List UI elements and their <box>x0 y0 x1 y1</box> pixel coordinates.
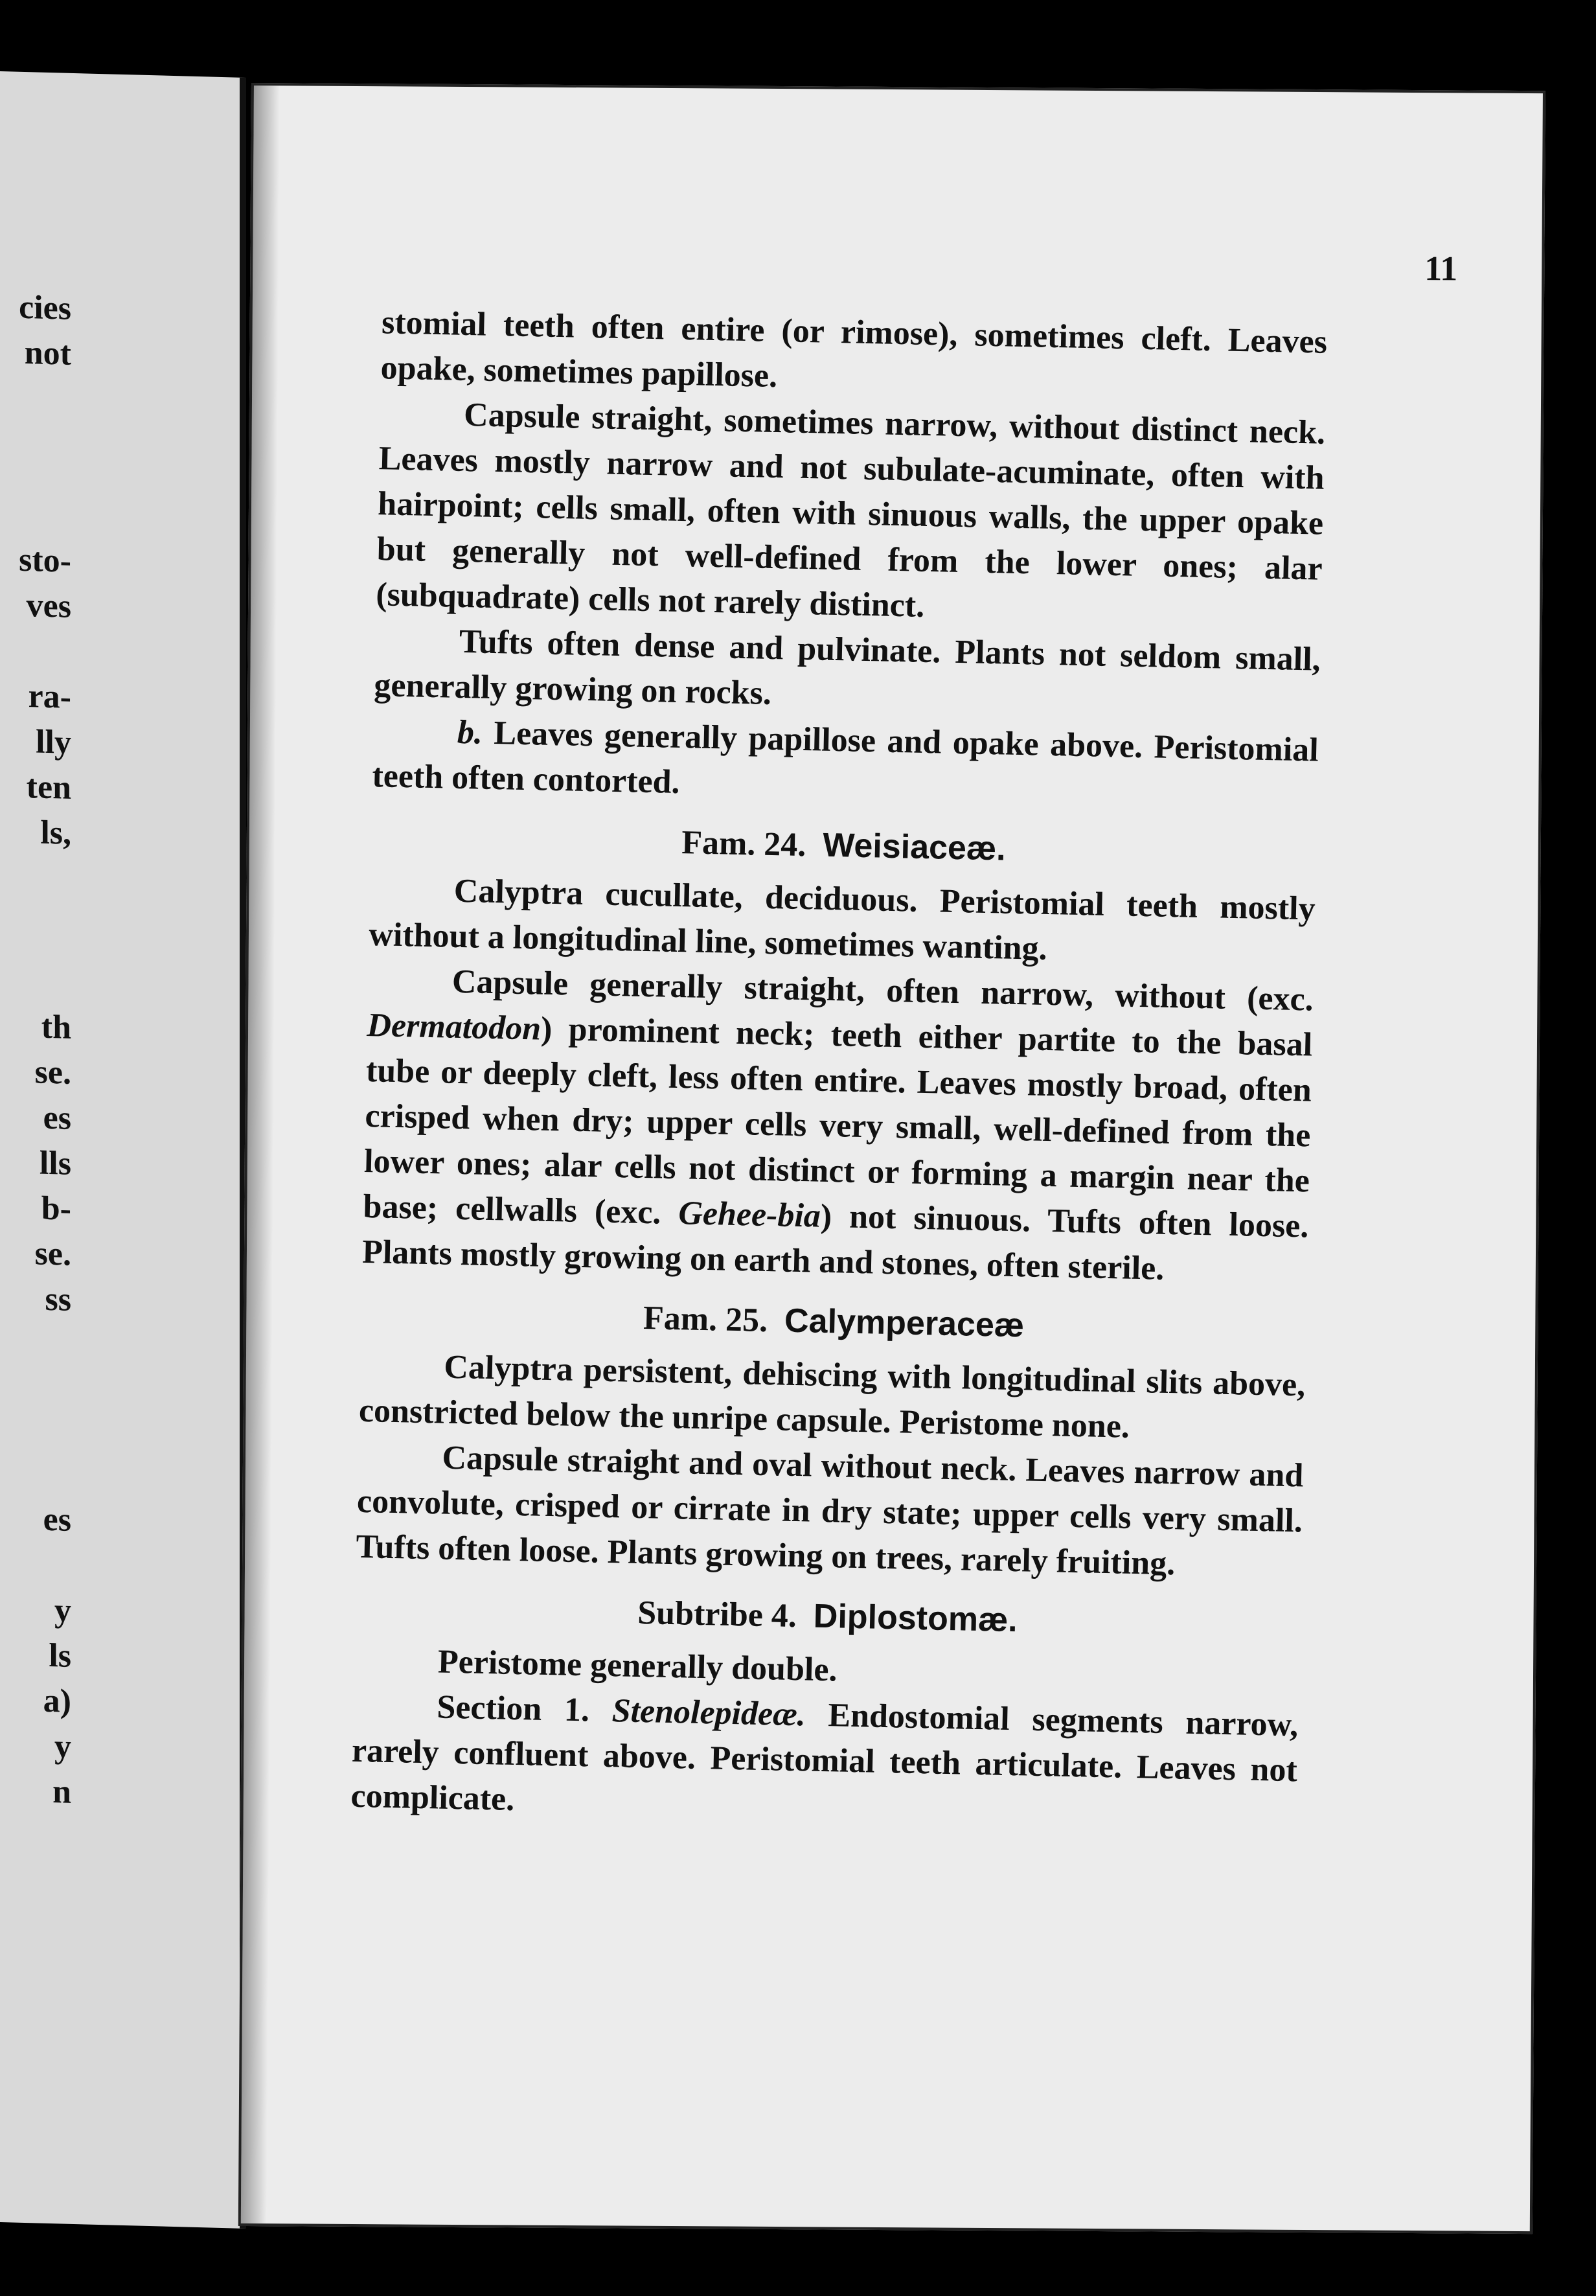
text-run: Tufts often dense and pulvinate. Plants not seldom small, generally growing on rocks. <box>373 623 1321 712</box>
text-run: Endostomial segments narrow, rarely confluent above. Peristomial teeth articulate. Leaves not complicate. <box>350 1696 1299 1819</box>
left-page-fragment: sto- <box>19 541 71 580</box>
text-run: Capsule straight, sometimes narrow, without distinct neck. Leaves mostly narrow and not subulate-acuminate, often with hairpoint; cells small, often with sinuous walls, the upper opake but generally not well-defined from the lower ones; alar (subquadrate) cells not rarely distinct. <box>375 396 1326 625</box>
left-page-fragment: not <box>24 334 71 373</box>
left-page-fragment: th <box>41 1008 71 1046</box>
left-page-fragment: a) <box>43 1682 71 1720</box>
left-page-fragment: se. <box>34 1235 71 1273</box>
left-page-fragment: n <box>52 1773 71 1811</box>
text-run: Section 1. <box>436 1688 613 1730</box>
heading-prefix: Fam. 25. <box>643 1300 768 1340</box>
italic-text: Stenolepideæ. <box>611 1692 806 1734</box>
left-page-fragment: ls <box>49 1636 71 1675</box>
heading-name: Diplostomæ. <box>813 1597 1018 1640</box>
heading-name: Weisiaceæ. <box>822 826 1007 868</box>
left-page-text-fragments <box>0 71 71 1811</box>
left-page-fragment: se. <box>34 1053 71 1092</box>
section-heading <box>370 813 1317 879</box>
left-page-fragment: ves <box>26 587 71 625</box>
paragraph <box>372 708 1319 819</box>
text-run: Capsule straight and oval without neck. Leaves narrow and convolute, crisped or cirrate in dry state; upper cells very small. Tufts often loose. Plants growing on trees, rarely fruiting. <box>356 1439 1304 1583</box>
text-run: ) not sinuous. Tufts often loose. Plants mostly growing on earth and stones, often sterile. <box>361 1197 1309 1287</box>
text-run: stomial teeth often entire (or rimose), sometimes cleft. Leaves opake, sometimes papillose. <box>380 304 1328 395</box>
left-page-fragment: lly <box>36 723 71 761</box>
left-page-fragment: ra- <box>28 678 71 716</box>
left-page-fragment: cies <box>19 288 71 327</box>
text-run: Capsule generally straight, often narrow, without (exc. <box>451 963 1314 1018</box>
text-run: Calyptra cucullate, deciduous. Peristomial teeth mostly without a longitudinal line, sometimes wanting. <box>368 872 1316 967</box>
left-page-fragment: ss <box>45 1280 71 1318</box>
left-page-fragment: y <box>54 1728 71 1765</box>
section-heading <box>360 1289 1306 1355</box>
page-number: 11 <box>1424 249 1458 288</box>
text-run: ) prominent neck; teeth either partite to the basal tube or deeply cleft, less often entire. Leaves mostly broad, often crisped when dry; upper cells very small, well-defined from the lower ones; alar cells not distinct or forming a margin near the base; cellwalls (exc. <box>363 1010 1313 1232</box>
left-page-fragment: y <box>54 1592 71 1629</box>
left-page-fragment: ten <box>26 768 71 807</box>
heading-name: Calymperaceæ <box>784 1302 1025 1345</box>
body-text <box>350 300 1328 1839</box>
heading-prefix: Subtribe 4. <box>637 1594 797 1635</box>
paragraph <box>376 391 1326 637</box>
italic-text: Gehee-bia <box>678 1195 821 1235</box>
main-page <box>238 83 1545 2234</box>
left-page-fragment: b- <box>41 1189 71 1228</box>
left-page-fragment: lls <box>39 1144 71 1182</box>
section-heading <box>354 1584 1301 1650</box>
paragraph <box>361 958 1314 1294</box>
left-page-fragment: es <box>43 1099 71 1137</box>
text-run: Peristome generally double. <box>437 1643 838 1689</box>
italic-text: Dermatodon <box>366 1007 542 1048</box>
gutter-shadow <box>241 86 280 2223</box>
left-facing-page <box>0 71 246 2229</box>
paragraph <box>356 1434 1304 1590</box>
paragraph <box>350 1683 1299 1839</box>
italic-text: b. <box>457 713 483 752</box>
text-run: Calyptra persistent, dehiscing with longitudinal slits above, constricted below the unripe capsule. Peristome none. <box>358 1348 1306 1445</box>
left-page-fragment: ls, <box>40 814 71 852</box>
left-page-fragment: es <box>43 1500 71 1539</box>
text-run: Leaves generally papillose and opake above. Peristomial teeth often contorted. <box>371 714 1319 801</box>
heading-prefix: Fam. 24. <box>681 824 806 864</box>
